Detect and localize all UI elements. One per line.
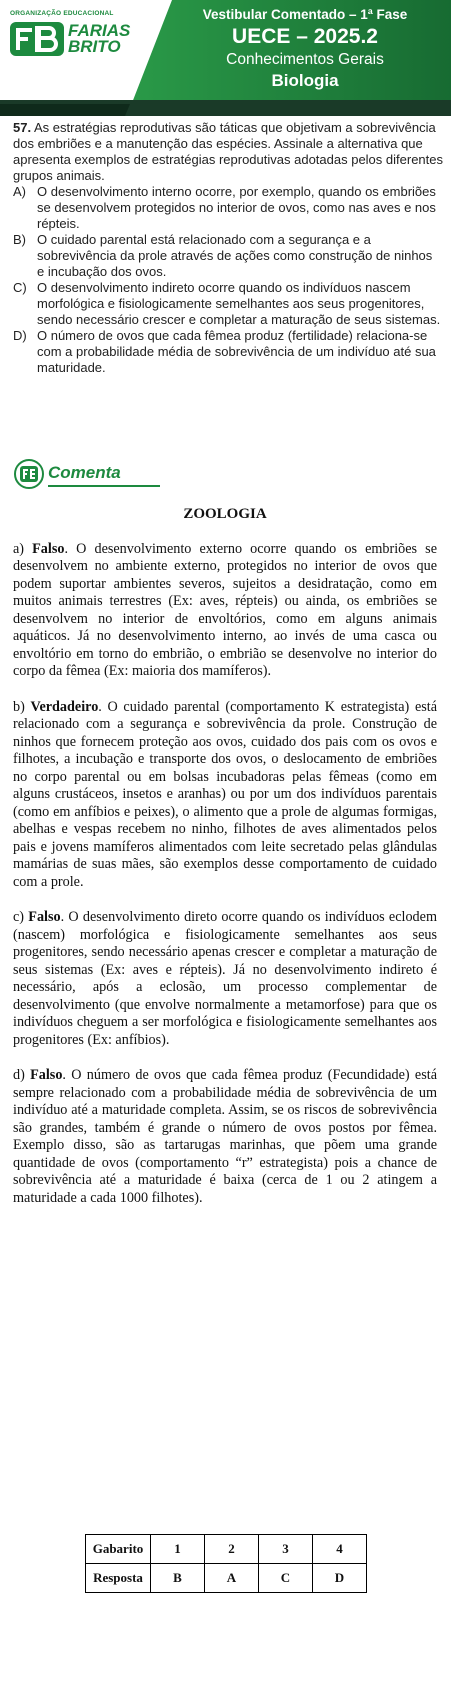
logo-name-brito: BRITO — [68, 37, 121, 56]
item-prefix: a) — [13, 540, 33, 557]
exam-subject: Biologia — [271, 71, 339, 90]
page-header — [0, 0, 451, 116]
question-number: 57. — [13, 120, 32, 135]
table-row — [86, 1564, 367, 1593]
option-a — [13, 184, 443, 232]
option-letter: A) — [13, 184, 26, 199]
commentary-item-c — [13, 909, 437, 1049]
exam-title: Vestibular Comentado – 1ª Fase — [202, 7, 408, 22]
item-verdict: Falso — [32, 540, 65, 557]
exam-institution: UECE – 2025.2 — [232, 25, 378, 48]
table-row — [86, 1535, 367, 1564]
commentary-item-a — [13, 541, 437, 681]
option-text: O número de ovos que cada fêmea produz (fertilidade) relaciona-se com a probabilidade média de sobrevivência de um indivíduo até sua maturidade. — [37, 328, 436, 375]
commentary-item-b — [13, 699, 437, 892]
option-b — [13, 232, 443, 280]
question-text: As estratégias reprodutivas são táticas que objetivam a sobrevivência dos embriões e a manutenção das espécies. Assinale a alternativa que apresenta exemplos de estratégias reprodutivas adotadas pelos diferentes grupos animais. — [13, 120, 443, 183]
option-text: O desenvolvimento indireto ocorre quando os indivíduos nascem morfológica e fisiologicamente semelhantes aos seus progenitores, sendo necessário crescer e completar a maturação de seus sistemas. — [37, 280, 441, 327]
option-text: O cuidado parental está relacionado com a segurança e a sobrevivência da prole através de ações como construção de ninhos e incubação dos ovos. — [37, 232, 433, 279]
table-cell: 2 — [205, 1535, 259, 1564]
table-cell: 1 — [151, 1535, 205, 1564]
table-cell: D — [313, 1564, 367, 1593]
table-cell: 3 — [259, 1535, 313, 1564]
table-cell: A — [205, 1564, 259, 1593]
item-prefix: c) — [13, 909, 29, 925]
table-header-cell: Resposta — [86, 1564, 151, 1593]
commentary-title: ZOOLOGIA — [183, 506, 267, 522]
table-cell: 4 — [313, 1535, 367, 1564]
item-text: . O cuidado parental (comportamento K estrategista) está relacionado com a segurança e sobrevivência da prole. Construção de ninhos que fornecem proteção aos ovos, cuidado dos pais com os ovos e filhotes, a incubação e transporte dos ovos, o deslocamento de embriões no corpo parental ou em bolsas incubadoras pelas fêmeas (como em alguns crustáceos, insetos e aranhas) ou por um dos indivíduos parentais (como em anfíbios e peixes), o alimento que a prole de algumas formigas, abelhas e vespas recebem no ninho, filhotes de aves alimentados pelos pais e jovens mamíferos alimentados com leite secretado pelas glândulas mamárias de suas mães, são exemplos desse comportamento de cuidado com a prole. — [13, 698, 437, 890]
item-verdict: Verdadeiro — [30, 698, 99, 715]
fb-logo-icon — [10, 20, 66, 58]
commentary-item-d — [13, 1067, 437, 1207]
comenta-underline — [48, 485, 160, 487]
item-text: . O desenvolvimento direto ocorre quando os indivíduos eclodem (nascem) morfológica e fisiologicamente semelhantes aos seus progenitores, sendo necessário apenas crescer e completar a maturação de seus sistemas (Ex: aves e répteis). Já no desenvolvimento indireto é necessário, após a eclosão, um processo complementar de desenvolvimento (que envolve normalmente a metamorfose) para que os indivíduos cheguem a ser morfológica e fisiologicamente semelhantes aos progenitores (Ex: anfíbios). — [13, 909, 437, 1048]
comenta-badge — [14, 459, 154, 489]
option-d — [13, 328, 443, 376]
option-letter: B) — [13, 232, 26, 247]
table-header-cell: Gabarito — [86, 1535, 151, 1564]
logo-organization-text: ORGANIZAÇÃO EDUCACIONAL — [10, 10, 114, 17]
answer-key-table — [85, 1534, 367, 1593]
commentary — [13, 506, 437, 1225]
item-verdict: Falso — [30, 1067, 63, 1083]
question-block — [13, 120, 443, 376]
logo-name-farias: FARIAS — [68, 21, 131, 40]
table-cell: C — [259, 1564, 313, 1593]
header-title-block — [170, 6, 440, 91]
option-c — [13, 280, 443, 328]
item-prefix: b) — [13, 698, 31, 715]
option-letter: C) — [13, 280, 27, 295]
item-text: . O número de ovos que cada fêmea produz (Fecundidade) está sempre relacionado com a probabilidade média de sobrevivência de um indivíduo até a maturidade completa. Assim, se os riscos de sobrevivência são grandes, também é grande o número de ovos postos por fêmea. Exemplo disso, são as tartarugas marinhas, que põem uma grande quantidade de ovos (comportamento “r” estrategista) pois a chance de sobrevivência até a maturidade é baixa (cerca de 1 ou 2 atingem a maturidade a cada 1000 filhotes). — [13, 1067, 437, 1206]
item-prefix: d) — [13, 1067, 31, 1083]
farias-brito-logo — [10, 10, 150, 60]
item-verdict: Falso — [28, 909, 61, 925]
fb-circle-logo-icon — [14, 459, 44, 489]
comenta-label: Comenta — [48, 463, 121, 482]
question-stem — [13, 120, 443, 184]
item-text: . O desenvolvimento externo ocorre quando os embriões se desenvolvem no ambiente externo, protegidos no interior de ovos que podem suportar ambientes severos, sujeitos a desidratação, como em muitos animais terrestres (Ex: aves, répteis) ou ainda, os embriões se desenvolvem no interior de envoltórios, como em alguns animais aquáticos. Já no desenvolvimento interno, ao invés de uma casca ou envoltório em torno do embrião, o embrião se desenvolve no interior do corpo da fêmea (Ex: maioria dos mamíferos). — [13, 540, 438, 679]
option-letter: D) — [13, 328, 27, 343]
exam-area: Conhecimentos Gerais — [226, 51, 384, 68]
option-text: O desenvolvimento interno ocorre, por exemplo, quando os embriões se desenvolvem protegidos no interior de ovos, como nas aves e nos répteis. — [37, 184, 436, 231]
table-cell: B — [151, 1564, 205, 1593]
